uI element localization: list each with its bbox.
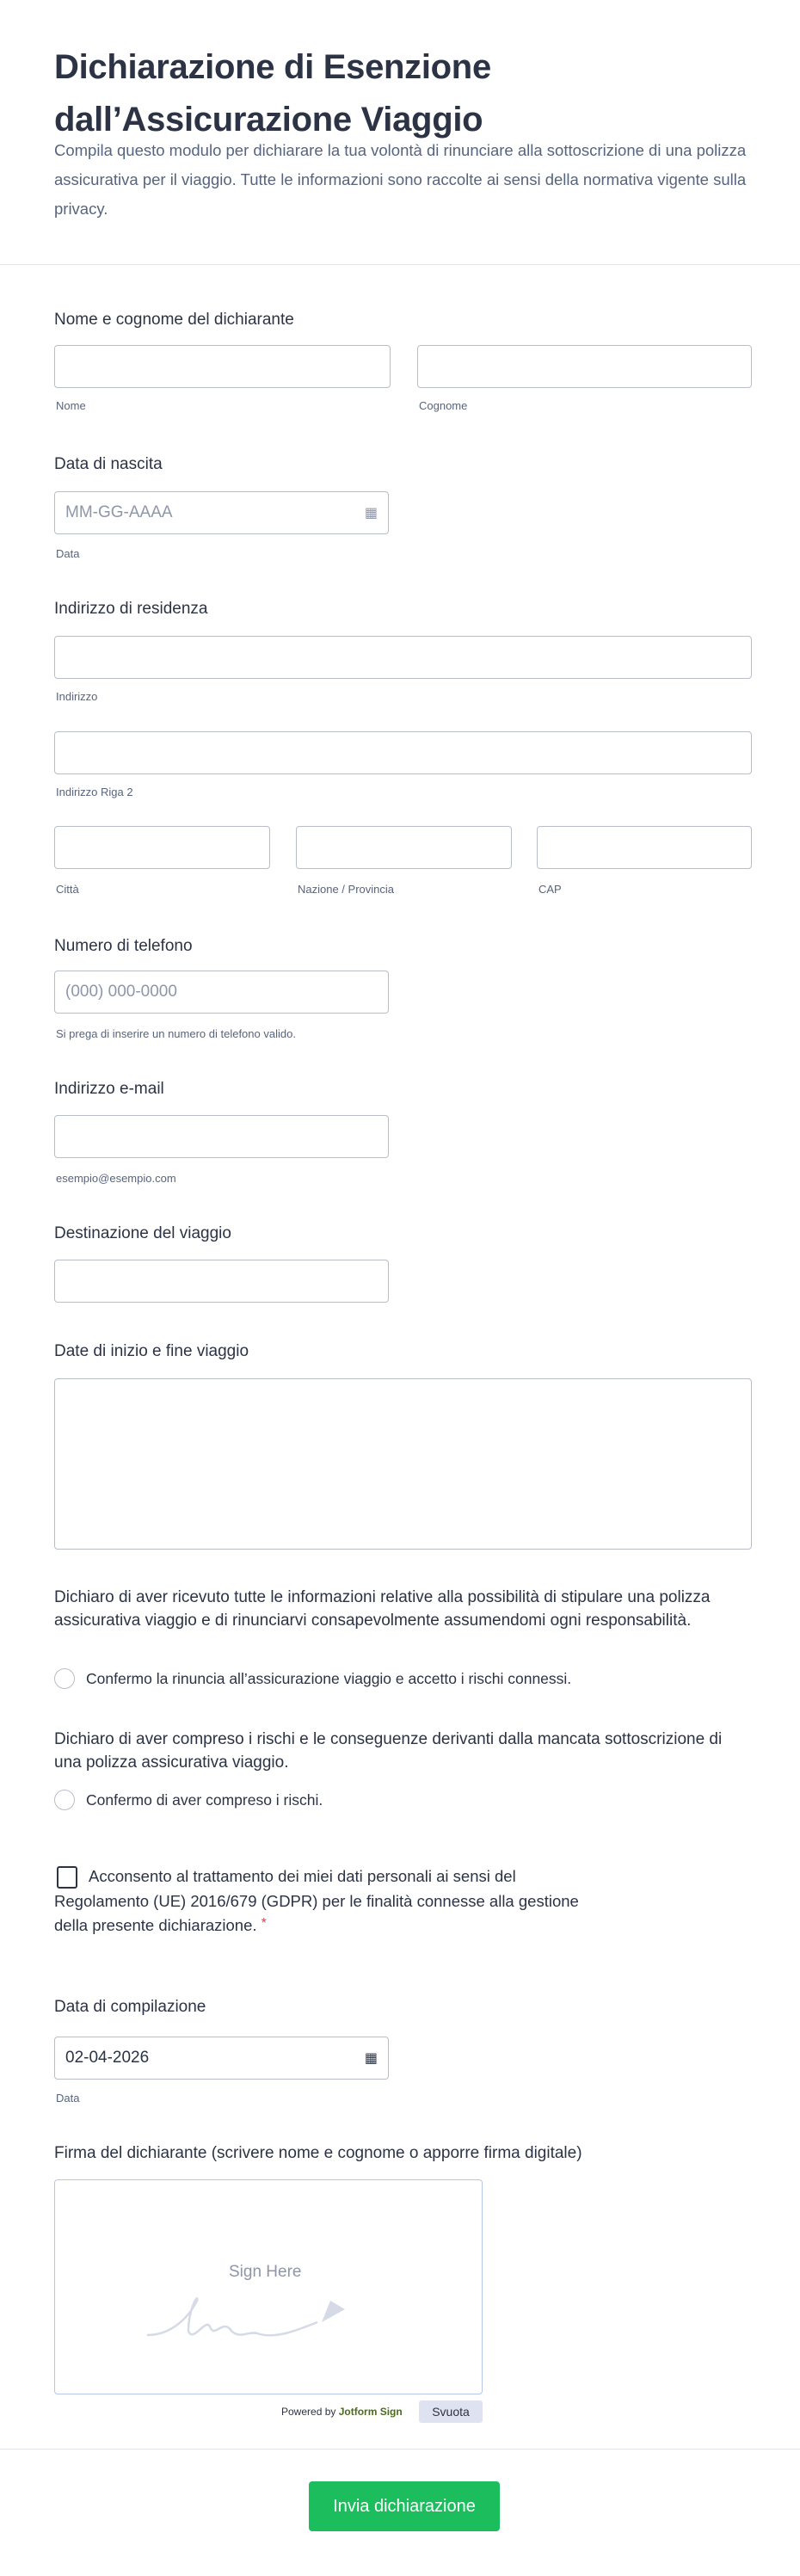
dates-label: Date di inizio e fine viaggio xyxy=(54,1342,249,1360)
consent-line1: Acconsento al trattamento dei miei dati personali ai sensi del xyxy=(89,1867,516,1885)
consent-line2: Regolamento (UE) 2016/679 (GDPR) per le finalità connesse alla gestione xyxy=(54,1892,579,1910)
powered-by-text: Powered by xyxy=(281,2406,336,2418)
birth-label: Data di nascita xyxy=(54,455,163,473)
phone-hint: Si prega di inserire un numero di telefono valido. xyxy=(56,1027,296,1040)
jotform-sign-brand[interactable]: Jotform Sign xyxy=(338,2406,403,2418)
calendar-icon[interactable]: ▦ xyxy=(364,506,378,521)
required-asterisk: * xyxy=(261,1916,267,1931)
birth-date-input[interactable] xyxy=(54,491,389,534)
state-sublabel: Nazione / Provincia xyxy=(298,883,394,896)
clear-signature-button[interactable]: Svuota xyxy=(419,2400,483,2423)
birth-sublabel: Data xyxy=(56,547,80,560)
destination-input[interactable] xyxy=(54,1260,389,1303)
email-sublabel: esempio@esempio.com xyxy=(56,1172,176,1185)
last-name-input[interactable] xyxy=(417,345,752,388)
sign-here-text: Sign Here xyxy=(229,2263,302,2281)
city-sublabel: Città xyxy=(56,883,79,896)
divider xyxy=(0,264,800,265)
q1-label: Dichiaro di aver ricevuto tutte le informazioni relative alla possibilità di stipulare una polizza assicurativa viaggio e di rinunciarvi consapevolmente assumendomi ogni responsabilità. xyxy=(54,1588,711,1630)
phone-label: Numero di telefono xyxy=(54,937,193,955)
address-line1-input[interactable] xyxy=(54,636,752,679)
name-label: Nome e cognome del dichiarante xyxy=(54,311,294,329)
address-line2-input[interactable] xyxy=(54,731,752,774)
q1-option-label[interactable]: Confermo la rinuncia all’assicurazione viaggio e accetto i rischi connessi. xyxy=(86,1670,572,1687)
calendar-icon[interactable]: ▦ xyxy=(364,2051,378,2066)
zip-input[interactable] xyxy=(537,826,752,869)
phone-input[interactable] xyxy=(54,971,389,1014)
email-label: Indirizzo e-mail xyxy=(54,1080,164,1098)
dates-textarea[interactable] xyxy=(54,1378,752,1550)
consent-line3 xyxy=(54,1916,267,1935)
consent-line3-text: della presente dichiarazione. xyxy=(54,1916,257,1934)
state-input[interactable] xyxy=(296,826,512,869)
q2-radio[interactable] xyxy=(54,1790,75,1810)
city-input[interactable] xyxy=(54,826,270,869)
filled-date-input[interactable] xyxy=(54,2037,389,2080)
address-line1-sublabel: Indirizzo xyxy=(56,690,98,703)
destination-label: Destinazione del viaggio xyxy=(54,1224,231,1242)
submit-button[interactable]: Invia dichiarazione xyxy=(309,2481,500,2531)
signature-pad[interactable] xyxy=(54,2179,483,2394)
powered-by xyxy=(281,2406,403,2418)
q1-radio[interactable] xyxy=(54,1668,75,1689)
filled-date-sublabel: Data xyxy=(56,2092,80,2105)
page-title: Dichiarazione di Esenzione dall’Assicurazione Viaggio xyxy=(54,48,491,139)
q2-option-label[interactable]: Confermo di aver compreso i rischi. xyxy=(86,1791,323,1809)
filled-date-value: 02-04-2026 xyxy=(65,2049,150,2067)
email-input[interactable] xyxy=(54,1115,389,1158)
signature-label: Firma del dichiarante (scrivere nome e cognome o apporre firma digitale) xyxy=(54,2144,582,2162)
page-description: Compila questo modulo per dichiarare la tua volontà di rinunciare alla sottoscrizione di una polizza assicurativa per il viaggio. Tutte le informazioni sono raccolte ai sensi della normativa vigente sulla privacy. xyxy=(54,141,747,218)
phone-placeholder: (000) 000-0000 xyxy=(65,983,177,1001)
birth-placeholder: MM-GG-AAAA xyxy=(65,503,173,521)
last-name-sublabel: Cognome xyxy=(419,399,468,412)
zip-sublabel: CAP xyxy=(538,883,562,896)
first-name-sublabel: Nome xyxy=(56,399,86,412)
address-label: Indirizzo di residenza xyxy=(54,600,208,618)
first-name-input[interactable] xyxy=(54,345,391,388)
address-line2-sublabel: Indirizzo Riga 2 xyxy=(56,786,133,798)
filled-date-label: Data di compilazione xyxy=(54,1998,206,2016)
signature-scribble-icon xyxy=(145,2292,360,2352)
q2-label: Dichiaro di aver compreso i rischi e le conseguenze derivanti dalla mancata sottoscrizione di una polizza assicurativa viaggio. xyxy=(54,1730,723,1772)
consent-checkbox[interactable] xyxy=(57,1866,77,1889)
divider xyxy=(0,2449,800,2450)
